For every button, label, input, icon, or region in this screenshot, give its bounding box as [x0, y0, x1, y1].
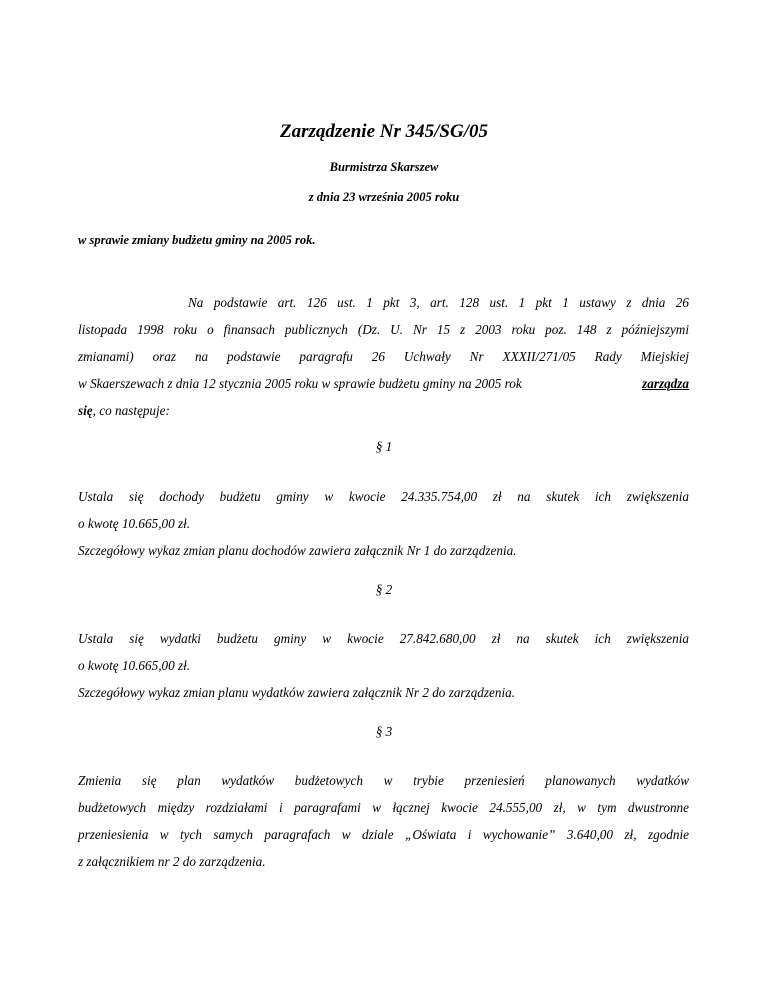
- issuer-line: Burmistrza Skarszew: [329, 160, 439, 174]
- section-1-line-2: o kwotę 10.665,00 zł.: [78, 516, 191, 531]
- preamble-line-3: zmianami) oraz na podstawie paragrafu 26 Uchwały Nr XXXII/271/05 Rady Miejskiej: [78, 349, 689, 364]
- section-1-line-3: Szczegółowy wykaz zmian planu dochodów zawiera załącznik Nr 1 do zarządzenia.: [78, 543, 517, 558]
- section-3-line-1: Zmienia się plan wydatków budżetowych w trybie przeniesień planowanych wydatków: [78, 773, 689, 788]
- date-line: z dnia 23 września 2005 roku: [308, 190, 460, 204]
- section-1-body: [78, 483, 689, 564]
- preamble-line-4-text: w Skaerszewach z dnia 12 stycznia 2005 roku w sprawie budżetu gminy na 2005 rok: [78, 376, 522, 391]
- section-3-line-2: budżetowych między rozdziałami i paragrafami w łącznej kwocie 24.555,00 zł, w tym dwustronne: [78, 800, 689, 815]
- section-1-heading: § 1: [375, 439, 393, 454]
- preamble-line-5: [78, 397, 689, 424]
- section-2-line-3: Szczegółowy wykaz zmian planu wydatków zawiera załącznik Nr 2 do zarządzenia.: [78, 685, 516, 700]
- decree-keyword-continued: się: [78, 403, 93, 418]
- preamble-paragraph: [78, 289, 689, 424]
- preamble-line-4: [78, 370, 689, 397]
- preamble-line-2: listopada 1998 roku o finansach publicznych (Dz. U. Nr 15 z 2003 roku poz. 148 z późniejszymi: [78, 322, 689, 337]
- section-3-line-4: z załącznikiem nr 2 do zarządzenia.: [78, 854, 266, 869]
- subject-line: w sprawie zmiany budżetu gminy na 2005 rok.: [78, 233, 316, 247]
- section-1-line-1: Ustala się dochody budżetu gminy w kwocie 24.335.754,00 zł na skutek ich zwiększenia: [78, 489, 689, 504]
- preamble-line-1: Na podstawie art. 126 ust. 1 pkt 3, art. 128 ust. 1 pkt 1 ustawy z dnia 26: [188, 295, 689, 310]
- section-2-line-1: Ustala się wydatki budżetu gminy w kwocie 27.842.680,00 zł na skutek ich zwiększenia: [78, 631, 689, 646]
- section-2-body: [78, 625, 689, 706]
- document-title: Zarządzenie Nr 345/SG/05: [280, 121, 488, 142]
- section-2-line-2: o kwotę 10.665,00 zł.: [78, 658, 191, 673]
- preamble-line-5-rest: , co następuje:: [92, 403, 170, 418]
- section-2-heading: § 2: [375, 582, 393, 597]
- section-3-heading: § 3: [375, 724, 393, 739]
- decree-keyword: zarządza: [642, 376, 689, 391]
- section-3-body: [78, 767, 689, 875]
- section-3-line-3: przeniesienia w tych samych paragrafach w dziale „Oświata i wychowanie” 3.640,00 zł, zgodnie: [78, 827, 689, 842]
